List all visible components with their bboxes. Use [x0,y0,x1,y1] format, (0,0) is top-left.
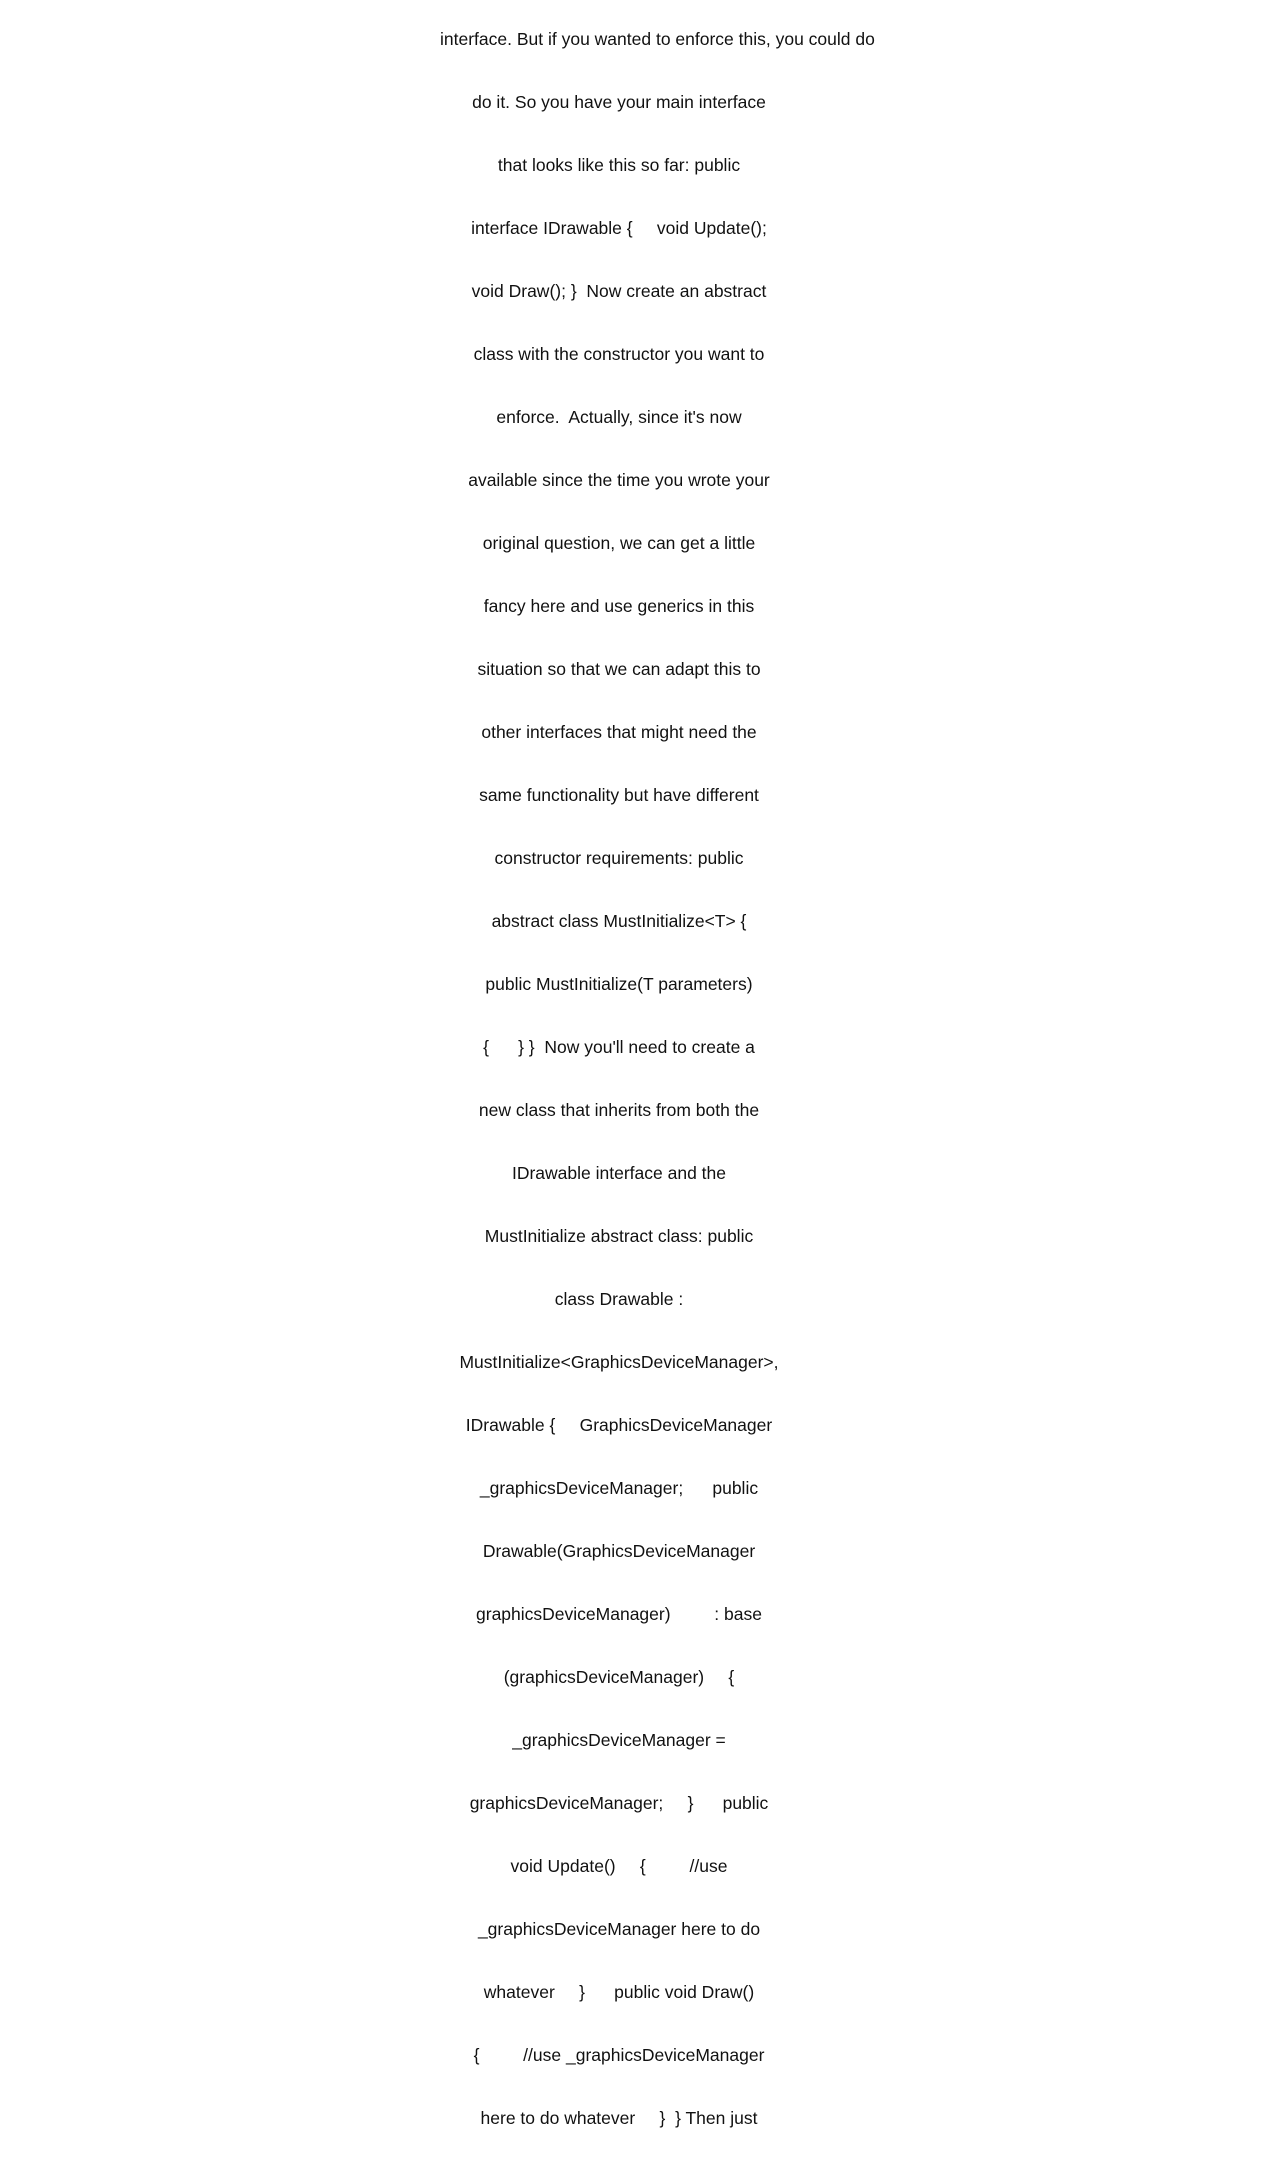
text-line: _graphicsDeviceManager; public [479,1478,759,1498]
text-line: other interfaces that might need the [481,722,757,742]
text-line: { //use _graphicsDeviceManager [473,2045,765,2065]
text-line: (graphicsDeviceManager) { [503,1667,735,1687]
text-line: new class that inherits from both the [478,1100,760,1120]
text-line: fancy here and use generics in this [483,596,755,616]
text-line: same functionality but have different [479,785,759,805]
text-line: abstract class MustInitialize<T> { [491,911,747,931]
text-line: available since the time you wrote your [468,470,770,490]
text-line: public MustInitialize(T parameters) [485,974,753,994]
text-line: void Update() { //use [510,1856,728,1876]
text-line: original question, we can get a little [482,533,756,553]
text-line: IDrawable interface and the [511,1163,727,1183]
text-line: IDrawable { GraphicsDeviceManager [465,1415,773,1435]
text-line: void Draw(); } Now create an abstract [471,281,767,301]
text-line: that looks like this so far: public [497,155,741,175]
text-line: MustInitialize<GraphicsDeviceManager>, [459,1352,779,1372]
text-line: interface. But if you wanted to enforce this, you could do [440,29,875,49]
text-line: here to do whatever } } Then just [480,2108,758,2128]
text-line: graphicsDeviceManager; } public [469,1793,769,1813]
text-line: class with the constructor you want to [473,344,765,364]
text-line: MustInitialize abstract class: public [484,1226,754,1246]
text-line: interface IDrawable { void Update(); [471,218,767,238]
text-line: constructor requirements: public [494,848,744,868]
text-line: _graphicsDeviceManager = [512,1730,726,1750]
text-line: { } } Now you'll need to create a [483,1037,755,1057]
text-line: situation so that we can adapt this to [477,659,761,679]
document-text-column [440,0,875,2171]
text-line: do it. So you have your main interface [472,92,766,112]
text-line: whatever } public void Draw() [483,1982,755,2002]
text-line: graphicsDeviceManager) : base [476,1604,762,1624]
text-line: enforce. Actually, since it's now [496,407,742,427]
text-line: Drawable(GraphicsDeviceManager [482,1541,756,1561]
text-line: _graphicsDeviceManager here to do [477,1919,761,1939]
text-line: class Drawable : [554,1289,684,1309]
